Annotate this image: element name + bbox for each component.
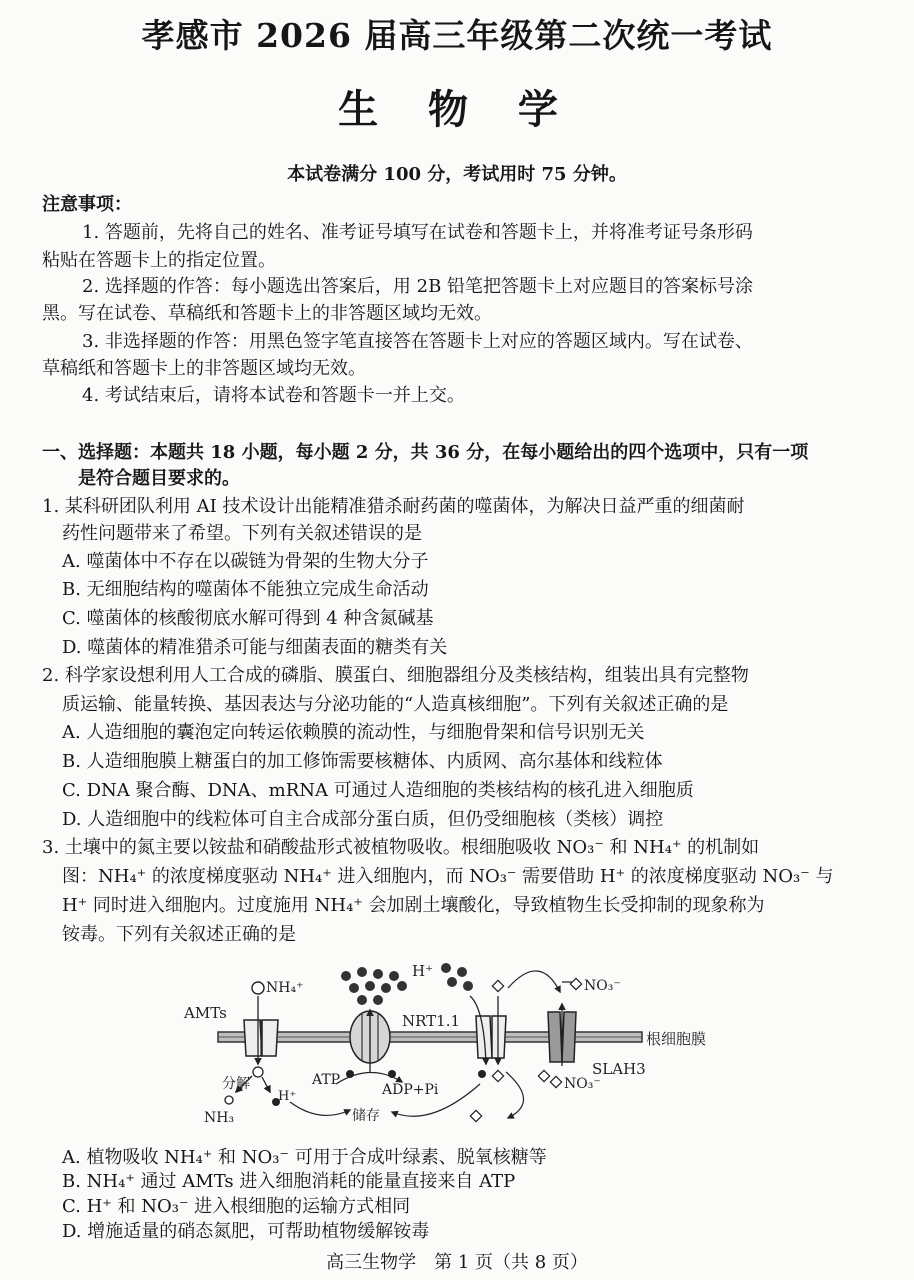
nh3-label: NH₃ bbox=[204, 1110, 235, 1126]
amts-label: AMTs bbox=[184, 1004, 227, 1022]
decompose-label: 分解 bbox=[222, 1076, 250, 1092]
q1-stem-line-2: 药性问题带来了希望。下列有关叙述错误的是 bbox=[62, 523, 422, 544]
atp-label: ATP bbox=[312, 1072, 341, 1088]
h-ion-cloud bbox=[341, 963, 473, 1005]
subject-title: 生 物 学 bbox=[338, 86, 576, 133]
notice-line-5: 3. 非选择题的作答：用黑色签字笔直接答在答题卡上对应的答题区域内。写在试卷、 bbox=[82, 331, 753, 352]
q3-option-d: D. 增施适量的硝态氮肥，可帮助植物缓解铵毒 bbox=[62, 1221, 430, 1242]
membrane-label: 根细胞膜 bbox=[646, 1030, 707, 1048]
q2-stem-line-1: 2. 科学家设想利用人工合成的磷脂、膜蛋白、细胞器组分及类核结构，组装出具有完整物 bbox=[42, 665, 749, 686]
q2-option-a: A. 人造细胞的囊泡定向转运依赖膜的流动性，与细胞骨架和信号识别无关 bbox=[62, 722, 645, 743]
no3-inside-label: NO₃⁻ bbox=[564, 1076, 601, 1092]
q2-option-d: D. 人造细胞中的线粒体可自主合成部分蛋白质，但仍受细胞核（类核）调控 bbox=[62, 809, 664, 830]
exam-meta: 本试卷满分 100 分，考试用时 75 分钟。 bbox=[287, 164, 627, 185]
page-footer: 高三生物学 第 1 页（共 8 页） bbox=[326, 1252, 588, 1273]
notice-line-3: 2. 选择题的作答：每小题选出答案后，用 2B 铅笔把答题卡上对应题目的答案标号涂 bbox=[82, 276, 754, 297]
storage-label: 储存 bbox=[352, 1108, 380, 1124]
q3-stem-line-1: 3. 土壤中的氮主要以铵盐和硝酸盐形式被植物吸收。根细胞吸收 NO₃⁻ 和 NH₄⁺ 的机制如 bbox=[42, 837, 760, 858]
q3-option-c: C. H⁺ 和 NO₃⁻ 进入根细胞的运输方式相同 bbox=[62, 1196, 411, 1217]
notice-line-1: 1. 答题前，先将自己的姓名、准考证号填写在试卷和答题卡上，并将准考证号条形码 bbox=[82, 222, 753, 243]
q2-option-b: B. 人造细胞膜上糖蛋白的加工修饰需要核糖体、内质网、高尔基体和线粒体 bbox=[62, 751, 663, 772]
q1-option-c: C. 噬菌体的核酸彻底水解可得到 4 种含氮碱基 bbox=[62, 608, 434, 629]
exam-title: 孝感市 2026 届高三年级第二次统一考试 bbox=[141, 16, 773, 55]
nh4-outside-label: NH₄⁺ bbox=[266, 980, 304, 996]
slah3-label: SLAH3 bbox=[592, 1060, 646, 1078]
adp-label: ADP+Pi bbox=[382, 1082, 439, 1098]
q3-stem-line-4: 铵毒。下列有关叙述正确的是 bbox=[62, 924, 296, 945]
q2-option-c: C. DNA 聚合酶、DNA、mRNA 可通过人造细胞的类核结构的核孔进入细胞质 bbox=[62, 780, 694, 801]
q3-transport-diagram bbox=[0, 952, 914, 1142]
nrt-label: NRT1.1 bbox=[402, 1012, 461, 1030]
notice-line-7: 4. 考试结束后，请将本试卷和答题卡一并上交。 bbox=[82, 385, 465, 406]
q1-option-a: A. 噬菌体中不存在以碳链为骨架的生物大分子 bbox=[62, 551, 429, 572]
q3-stem-line-2: 图：NH₄⁺ 的浓度梯度驱动 NH₄⁺ 进入细胞内，而 NO₃⁻ 需要借助 H⁺ 的浓度梯度驱动 NO₃⁻ 与 bbox=[62, 866, 834, 887]
notice-heading: 注意事项： bbox=[42, 194, 132, 215]
section-heading-line-1: 一、选择题：本题共 18 小题，每小题 2 分，共 36 分，在每小题给出的四个选项中，只有一项 bbox=[42, 442, 809, 463]
h-outside-label: H⁺ bbox=[412, 962, 433, 980]
nrt-transporter bbox=[476, 1016, 506, 1058]
nh4-inside-circle bbox=[253, 1067, 263, 1077]
nh4-outside-circle bbox=[252, 982, 264, 994]
q3-option-a: A. 植物吸收 NH₄⁺ 和 NO₃⁻ 可用于合成叶绿素、脱氧核糖等 bbox=[62, 1147, 547, 1168]
notice-line-4: 黑。写在试卷、草稿纸和答题卡上的非答题区域均无效。 bbox=[42, 303, 492, 324]
q1-option-b: B. 无细胞结构的噬菌体不能独立完成生命活动 bbox=[62, 579, 429, 600]
notice-line-6: 草稿纸和答题卡上的非答题区域均无效。 bbox=[42, 358, 366, 379]
notice-line-2: 粘贴在答题卡上的指定位置。 bbox=[42, 250, 276, 271]
q1-stem-line-1: 1. 某科研团队利用 AI 技术设计出能精准猎杀耐药菌的噬菌体，为解决日益严重的细菌耐 bbox=[42, 496, 745, 517]
amts-transporter bbox=[244, 1020, 278, 1056]
h-inside-label: H⁺ bbox=[278, 1089, 297, 1104]
q3-option-b: B. NH₄⁺ 通过 AMTs 进入细胞消耗的能量直接来自 ATP bbox=[62, 1171, 516, 1192]
section-heading-line-2: 是符合题目要求的。 bbox=[78, 468, 240, 489]
q3-stem-line-3: H⁺ 同时进入细胞内。过度施用 NH₄⁺ 会加剧土壤酸化，导致植物生长受抑制的现象称为 bbox=[62, 895, 765, 916]
q1-option-d: D. 噬菌体的精准猎杀可能与细菌表面的糖类有关 bbox=[62, 637, 448, 658]
no3-outside-label: NO₃⁻ bbox=[584, 978, 621, 994]
q2-stem-line-2: 质运输、能量转换、基因表达与分泌功能的“人造真核细胞”。下列有关叙述正确的是 bbox=[62, 694, 729, 715]
